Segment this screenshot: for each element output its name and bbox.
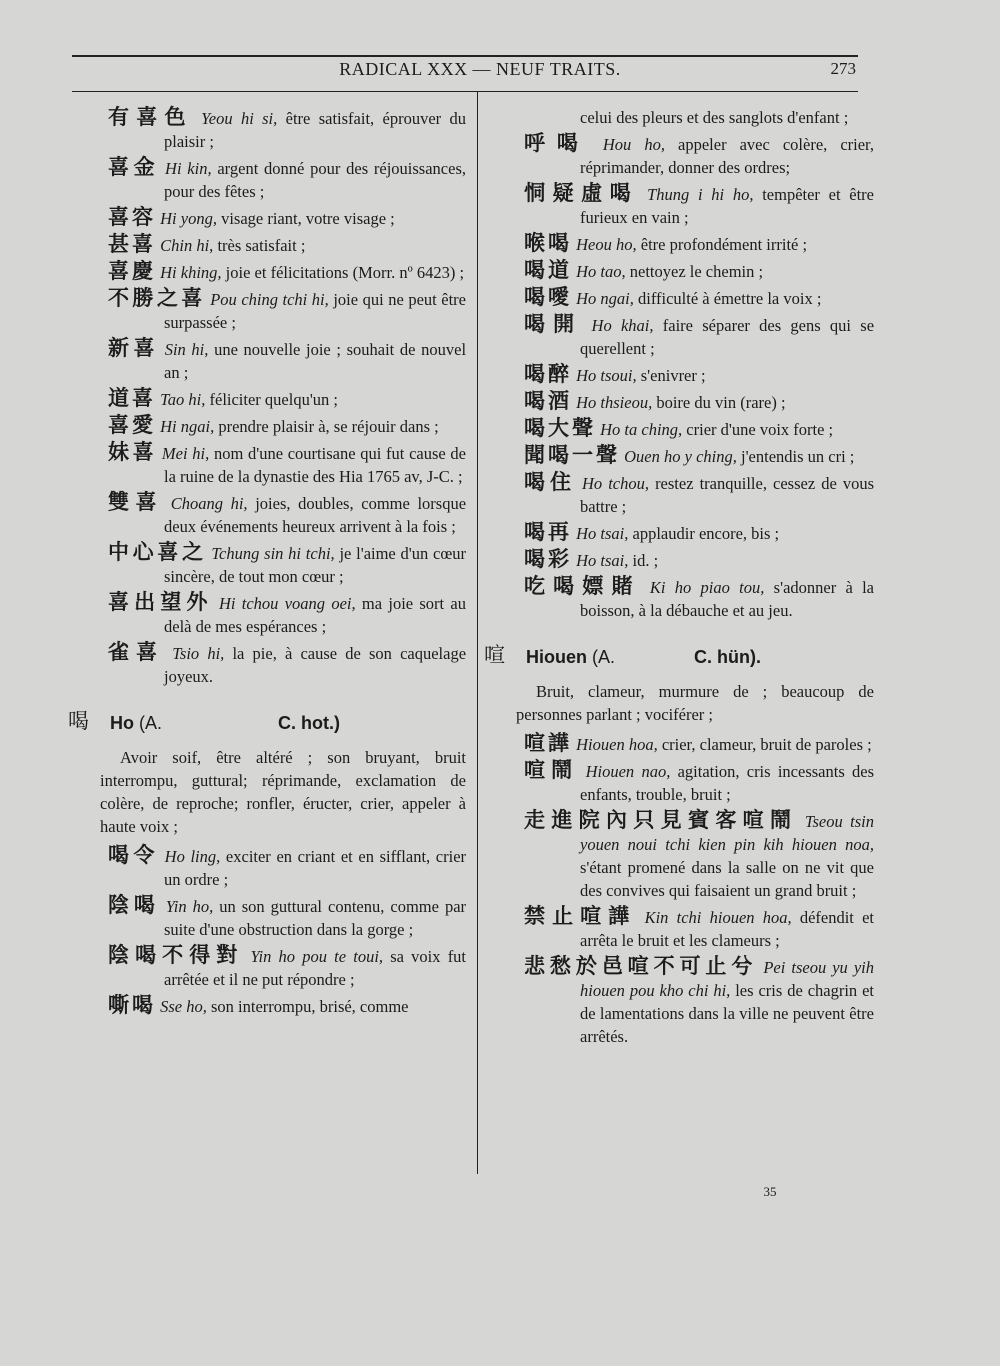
entry-hanzi: 喝大聲 [524, 416, 596, 440]
entry-transliteration: Hi kin, [165, 159, 212, 178]
dictionary-entry [524, 548, 874, 572]
dictionary-entry [108, 591, 466, 638]
entry-hanzi: 喜金 [108, 155, 160, 179]
entry-definition: ma joie sort au delà de mes espérances ; [164, 594, 467, 636]
entry-definition: joies, doubles, comme lorsque deux événements heureux arrivent à la fois ; [164, 494, 467, 536]
dictionary-entry [108, 414, 466, 438]
entry-transliteration: Yin ho, [165, 897, 214, 916]
dictionary-entry [524, 732, 874, 756]
entry-hanzi: 雀喜 [108, 640, 165, 664]
entry-hanzi: 妹喜 [108, 440, 158, 464]
entry-hanzi: 喜愛 [108, 413, 156, 437]
entry-transliteration: Chin hi, [160, 236, 214, 255]
entry-transliteration: Tseou tsin youen noui tchi kien pin kih hiouen noa, [580, 812, 875, 854]
entry-definition: faire séparer des gens qui se querellent ; [580, 316, 875, 358]
entry-transliteration: Ho tsoui, [576, 366, 637, 385]
entry-definition: féliciter quelqu'un ; [209, 390, 339, 409]
page-number: 273 [830, 59, 856, 78]
entry-transliteration: Ho tsai, [576, 551, 629, 570]
entry-hanzi: 走進院內只見賓客喧鬧 [524, 808, 798, 832]
entry-hanzi: 陰喝 [108, 893, 160, 917]
headword-hanzi: 喧 [484, 643, 505, 667]
dictionary-entry [108, 994, 466, 1018]
dictionary-entry [108, 491, 466, 538]
entry-hanzi: 喝令 [108, 843, 160, 867]
continued-text: celui des pleurs et des sanglots d'enfant ; [580, 108, 849, 127]
headword-cantonese: C. hün). [694, 647, 761, 667]
dictionary-entry [524, 521, 874, 545]
dictionary-entry [108, 156, 466, 203]
entry-transliteration: Pou ching tchi hi, [210, 290, 329, 309]
entry-definition: la pie, à cause de son caquelage joyeux. [164, 644, 467, 686]
entry-transliteration: Ho tao, [576, 262, 626, 281]
entry-definition: difficulté à émettre la voix ; [638, 289, 822, 308]
entry-definition: boire du vin (rare) ; [656, 393, 786, 412]
entry-transliteration: Kin tchi hiouen hoa, [644, 908, 792, 927]
entry-transliteration: Hiouen nao, [585, 762, 671, 781]
headword-hiouen [484, 643, 874, 670]
entry-transliteration: Tao hi, [160, 390, 206, 409]
entry-transliteration: Hi yong, [160, 209, 217, 228]
entry-transliteration: Hi tchou voang oei, [218, 594, 356, 613]
dictionary-entry [524, 390, 874, 414]
entry-definition: crier d'une voix forte ; [686, 420, 834, 439]
entry-transliteration: Ho khai, [591, 316, 654, 335]
entry-hanzi: 喝彩 [524, 547, 572, 571]
dictionary-entry [108, 260, 466, 284]
dictionary-entry [524, 955, 874, 1048]
entry-list [100, 106, 466, 688]
entry-hanzi: 陰喝不得對 [108, 943, 244, 967]
entry-definition: être profondément irrité ; [640, 235, 808, 254]
entry-hanzi: 喧鬧 [524, 758, 579, 782]
entry-definition: nom d'une courtisane qui fut cause de la ruine de la dynastie des Hia 1765 av, J-C. ; [164, 444, 467, 486]
entry-hanzi: 嘶喝 [108, 993, 156, 1017]
entry-definition: visage riant, votre visage ; [221, 209, 395, 228]
entry-definition: tempêter et être furieux en vain ; [580, 185, 874, 227]
entry-definition: argent donné pour des réjouissances, pour des fêtes ; [164, 159, 466, 201]
entry-definition: id. ; [632, 551, 659, 570]
entry-definition: restez tranquille, cessez de vous battre ; [580, 474, 875, 516]
header-bottom-rule [72, 91, 858, 92]
entry-hanzi: 雙喜 [108, 490, 164, 514]
entry-hanzi: 喝再 [524, 520, 572, 544]
headword-hanzi: 喝 [68, 709, 89, 733]
entry-definition: prendre plaisir à, se réjouir dans ; [218, 417, 439, 436]
entry-definition: appeler avec colère, crier, réprimander, donner des ordres; [580, 135, 875, 177]
entry-hanzi: 不勝之喜 [108, 286, 206, 310]
dictionary-entry [108, 337, 466, 384]
entry-transliteration: Mei hi, [161, 444, 210, 463]
dictionary-entry [524, 417, 874, 441]
entry-list [516, 732, 874, 1048]
entry-transliteration: Pei tseou yu yih hiouen pou kho chi hi, [580, 958, 875, 1000]
entry-definition: sa voix fut arrêtée et il ne put répondre ; [164, 947, 467, 989]
entry-transliteration: Ho ta ching, [600, 420, 683, 439]
dictionary-entry [524, 905, 874, 952]
dictionary-entry [524, 759, 874, 806]
entry-definition: être satisfait, éprouver du plaisir ; [164, 109, 467, 151]
entry-transliteration: Thung i hi ho, [647, 185, 754, 204]
entry-list [100, 844, 466, 1018]
dictionary-entry [524, 809, 874, 902]
dictionary-entry [524, 444, 874, 468]
left-column [68, 105, 467, 1021]
entry-definition: s'étant promené dans la salle on ne vit que des convives qui faisaient un grand bruit ; [580, 858, 874, 900]
entry-transliteration: Heou ho, [576, 235, 637, 254]
entry-hanzi: 中心喜之 [108, 540, 207, 564]
headword-romanization: Hiouen (A. [526, 647, 616, 667]
entry-transliteration: Hi ngai, [160, 417, 215, 436]
entry-hanzi: 吃喝嫖賭 [524, 574, 641, 598]
dictionary-entry [108, 441, 466, 488]
entry-transliteration: Sse ho, [160, 997, 207, 1016]
headword-romanization: Ho (A. [110, 713, 163, 733]
entry-hanzi: 有喜色 [108, 105, 193, 129]
entry-transliteration: Ki ho piao tou, [649, 578, 765, 597]
dictionary-entry [524, 471, 874, 518]
entry-hanzi: 喜慶 [108, 259, 156, 283]
entry-definition: son interrompu, brisé, comme [211, 997, 409, 1016]
entry-definition: les cris de chagrin et de lamentations dans la ville ne peuvent être arrêtés. [580, 981, 874, 1046]
entry-transliteration: Tchung sin hi tchi, [211, 544, 335, 563]
headword-cantonese: C. hot.) [278, 713, 340, 733]
entry-hanzi: 喜出望外 [108, 590, 213, 614]
headword-ho [68, 709, 466, 736]
dictionary-entry [524, 182, 874, 229]
headword-definition: Avoir soif, être altéré ; son bruyant, bruit interrompu, guttural; réprimande, exclamation de colère, de reproche; ronfler, éructer, crier, appeler à haute voix ; [100, 748, 466, 836]
entry-definition: applaudir encore, bis ; [632, 524, 780, 543]
entry-definition: joie qui ne peut être surpassée ; [164, 290, 466, 332]
dictionary-entry [524, 363, 874, 387]
dictionary-entry [108, 894, 466, 941]
entry-hanzi: 喝開 [524, 312, 583, 336]
entry-definition: j'entendis un cri ; [740, 447, 855, 466]
dictionary-entry [524, 575, 874, 622]
entry-transliteration: Choang hi, [170, 494, 248, 513]
entry-transliteration: Hiouen hoa, [576, 735, 658, 754]
entry-hanzi: 新喜 [108, 336, 160, 360]
dictionary-entry [108, 206, 466, 230]
column-divider [477, 92, 478, 1174]
entry-definition: s'adonner à la boisson, à la débauche et au jeu. [580, 578, 874, 620]
entry-hanzi: 喝住 [524, 470, 576, 494]
entry-definition: crier, clameur, bruit de paroles ; [661, 735, 872, 754]
dictionary-entry [108, 641, 466, 688]
entry-definition: un son guttural contenu, comme par suite d'une obstruction dans la gorge ; [164, 897, 467, 939]
entry-hanzi: 聞喝一聲 [524, 443, 620, 467]
right-column [484, 106, 875, 1051]
dictionary-entry [524, 286, 874, 310]
entry-definition: joie et félicitations (Morr. nº 6423) ; [225, 263, 465, 282]
dictionary-entry [108, 287, 466, 334]
dictionary-entry [524, 259, 874, 283]
entry-definition: je l'aime d'un cœur sincère, de tout mon cœur ; [164, 544, 467, 586]
entry-definition: défendit et arrêta le bruit et les clameurs ; [580, 908, 875, 950]
dictionary-entry [524, 132, 874, 179]
header-top-rule [72, 55, 858, 57]
dictionary-entry [108, 106, 466, 153]
dictionary-entry [108, 233, 466, 257]
entry-hanzi: 恫疑虛喝 [524, 181, 639, 205]
entry-hanzi: 喜容 [108, 205, 156, 229]
entry-hanzi: 喧譁 [524, 731, 572, 755]
entry-transliteration: Ho thsieou, [576, 393, 653, 412]
entry-hanzi: 甚喜 [108, 232, 156, 256]
entry-definition: une nouvelle joie ; souhait de nouvel an ; [164, 340, 467, 382]
dictionary-entry [108, 541, 466, 588]
entry-hanzi: 喝噯 [524, 285, 572, 309]
dictionary-entry [108, 387, 466, 411]
entry-transliteration: Hi khing, [160, 263, 222, 282]
dictionary-entry [524, 313, 874, 360]
headword-definition: Bruit, clameur, murmure de ; beaucoup de personnes parlant ; vociférer ; [516, 682, 874, 724]
entry-transliteration: Ouen ho y ching, [624, 447, 737, 466]
entry-transliteration: Ho ling, [164, 847, 221, 866]
dictionary-entry [108, 944, 466, 991]
entry-hanzi: 道喜 [108, 386, 156, 410]
dictionary-entry [108, 844, 466, 891]
entry-definition: s'enivrer ; [640, 366, 706, 385]
entry-hanzi: 禁止喧譁 [524, 904, 637, 928]
entry-hanzi: 喝酒 [524, 389, 572, 413]
entry-transliteration: Tsio hi, [172, 644, 225, 663]
entry-hanzi: 喉喝 [524, 231, 572, 255]
entry-hanzi: 喝道 [524, 258, 572, 282]
entry-transliteration: Ho ngai, [576, 289, 634, 308]
entry-transliteration: Yeou hi si, [201, 109, 278, 128]
entry-definition: exciter en criant et en sifflant, crier un ordre ; [164, 847, 467, 889]
entry-list [516, 132, 874, 622]
entry-transliteration: Yin ho pou te toui, [250, 947, 384, 966]
entry-transliteration: Ho tchou, [581, 474, 649, 493]
entry-transliteration: Hou ho, [602, 135, 665, 154]
running-header: RADICAL XXX — NEUF TRAITS. [339, 59, 621, 79]
entry-definition: agitation, cris incessants des enfants, trouble, bruit ; [580, 762, 875, 804]
entry-transliteration: Ho tsai, [576, 524, 629, 543]
entry-definition: nettoyez le chemin ; [629, 262, 764, 281]
dictionary-entry [524, 232, 874, 256]
entry-hanzi: 呼喝 [524, 131, 590, 155]
entry-definition: très satisfait ; [217, 236, 306, 255]
entry-hanzi: 喝醉 [524, 362, 572, 386]
entry-hanzi: 悲愁於邑喧不可止兮 [524, 954, 758, 978]
entry-transliteration: Sin hi, [164, 340, 209, 359]
signature-mark: 35 [763, 1184, 777, 1199]
